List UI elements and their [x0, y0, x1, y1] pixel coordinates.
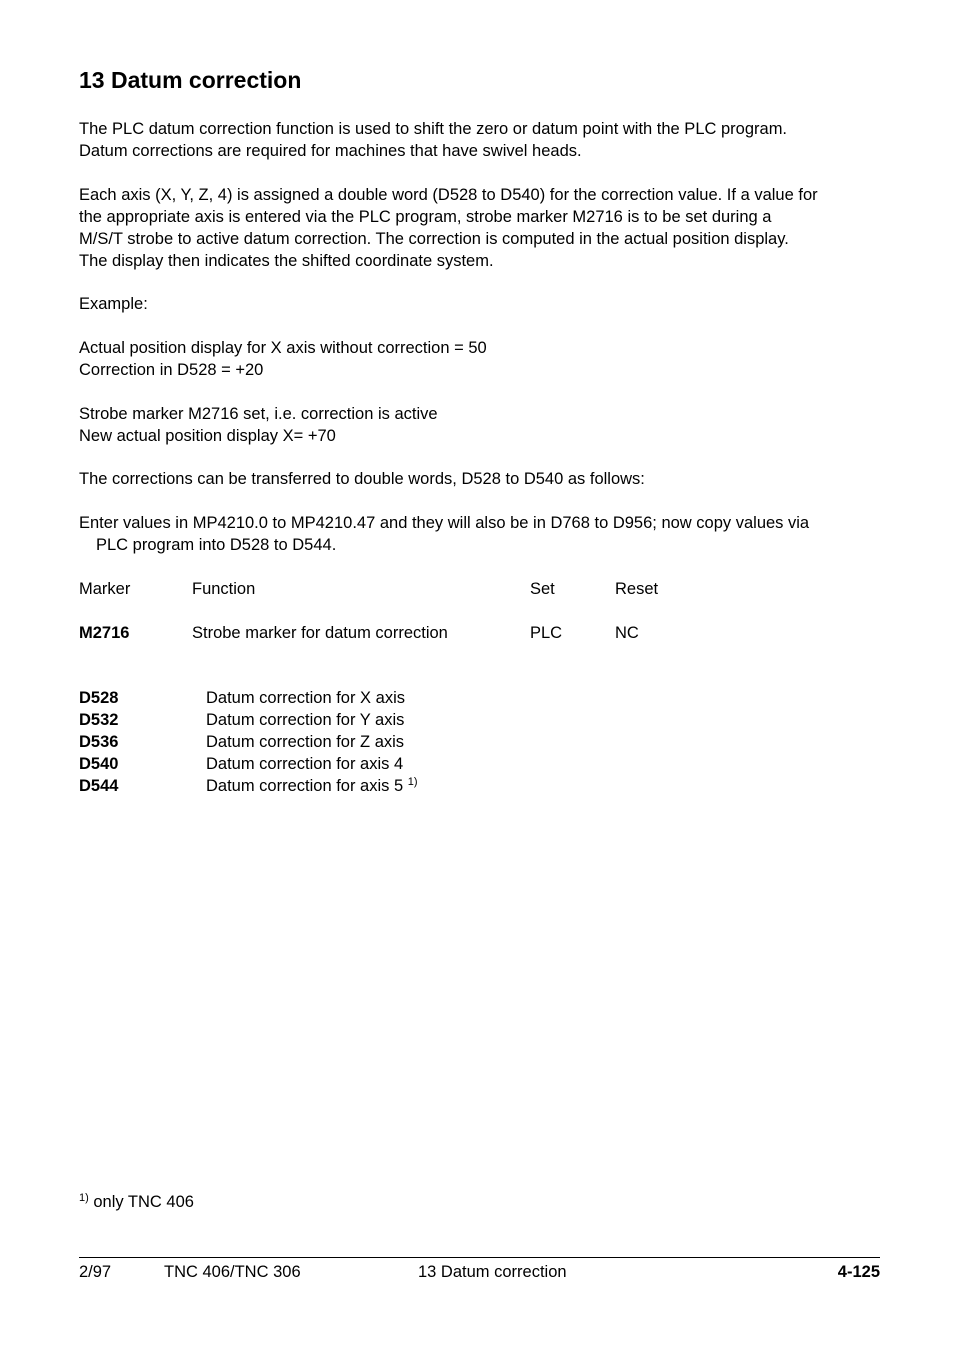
footnote-text: only TNC 406: [93, 1193, 194, 1211]
list-item-desc-with-note: [206, 775, 418, 799]
paragraph-line: The PLC datum correction function is used to shift the zero or datum point with the PLC program.: [79, 120, 788, 138]
example-line: Actual position display for X axis without correction = 50: [79, 339, 487, 357]
page-title: 13 Datum correction: [79, 67, 302, 93]
list-item-code: D544: [79, 777, 119, 795]
list-item-desc: Datum correction for axis 5: [206, 777, 404, 795]
footnote-mark: 1): [79, 1192, 89, 1204]
example-line: New actual position display X= +70: [79, 427, 336, 445]
paragraph-line: M/S/T strobe to active datum correction. The correction is computed in the actual position display.: [79, 230, 789, 248]
list-item-desc: Datum correction for X axis: [206, 689, 405, 707]
paragraph-line: Each axis (X, Y, Z, 4) is assigned a double word (D528 to D540) for the correction value. If a value for: [79, 186, 818, 204]
table-cell-reset: NC: [615, 624, 639, 642]
example-line: Strobe marker M2716 set, i.e. correction is active: [79, 405, 438, 423]
page-number: 4-125: [837, 1263, 880, 1281]
list-item-desc: Datum correction for axis 4: [206, 755, 404, 773]
example-label: Example:: [79, 295, 148, 313]
list-item-code: D540: [79, 755, 119, 773]
footnote-ref: 1): [407, 776, 418, 788]
paragraph-line: The corrections can be transferred to double words, D528 to D540 as follows:: [79, 470, 645, 488]
footer-date: 2/97: [79, 1263, 112, 1281]
list-item-desc: Datum correction for Z axis: [206, 733, 405, 751]
table-cell-function: Strobe marker for datum correction: [192, 624, 448, 642]
example-line: Correction in D528 = +20: [79, 361, 264, 379]
table-header-marker: Marker: [79, 580, 131, 598]
table-header-set: Set: [530, 580, 555, 598]
footer-divider: [79, 1257, 880, 1258]
list-item-code: D536: [79, 733, 119, 751]
table-cell-set: PLC: [530, 624, 563, 642]
footer-model: TNC 406/TNC 306: [164, 1263, 301, 1281]
footer-section: 13 Datum correction: [418, 1263, 567, 1281]
table-header-reset: Reset: [615, 580, 659, 598]
list-item-code: D528: [79, 689, 119, 707]
footnote: [79, 1191, 194, 1215]
paragraph-line: the appropriate axis is entered via the PLC program, strobe marker M2716 is to be set during a: [79, 208, 772, 226]
paragraph-line: The display then indicates the shifted coordinate system.: [79, 252, 494, 270]
list-item-code: D532: [79, 711, 119, 729]
table-header-function: Function: [192, 580, 256, 598]
paragraph-line: PLC program into D528 to D544.: [96, 536, 337, 554]
paragraph-line: Enter values in MP4210.0 to MP4210.47 and they will also be in D768 to D956; now copy values via: [79, 514, 810, 532]
table-cell-marker: M2716: [79, 624, 130, 642]
paragraph-line: Datum corrections are required for machines that have swivel heads.: [79, 142, 582, 160]
list-item-desc: Datum correction for Y axis: [206, 711, 405, 729]
